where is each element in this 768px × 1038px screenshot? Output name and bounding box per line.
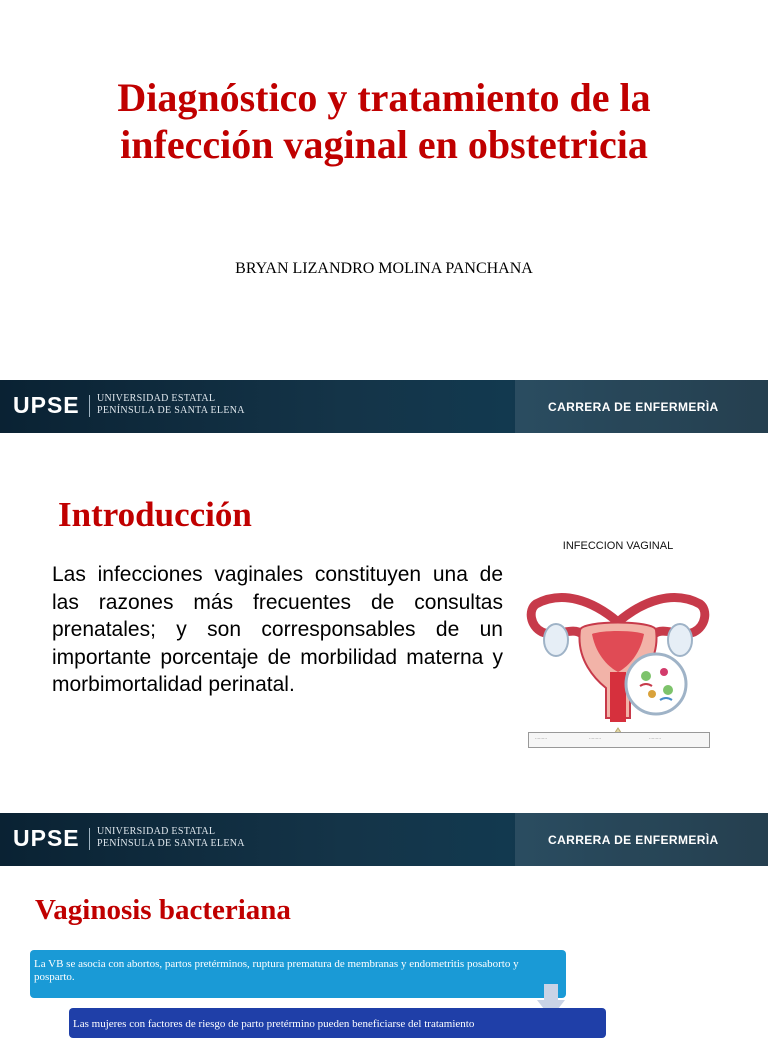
university-name [97,393,245,417]
legend-item: ········· [649,736,661,741]
university-line-2: PENÍNSULA DE SANTA ELENA [97,838,245,849]
university-line-1: UNIVERSIDAD ESTATAL [97,826,216,837]
info-box-primary [30,950,566,998]
info-box-primary-text: La VB se asocia con abortos, partos pretérminos, ruptura prematura de membranas y endometritis posaborto y posparto. [34,958,519,983]
uterus-infection-illustration-icon [522,560,714,750]
banner-divider [89,828,90,850]
banner-divider [89,395,90,417]
bacterial-vaginosis-heading: Vaginosis bacteriana [35,894,291,926]
upse-logo: UPSE [13,392,80,418]
title-slide [0,0,768,380]
info-box-secondary [69,1008,606,1038]
vaginal-infection-figure [522,536,714,756]
upse-logo: UPSE [13,825,80,851]
university-line-2: PENÍNSULA DE SANTA ELENA [97,405,245,416]
figure-legend [528,732,710,748]
university-name [97,826,245,850]
university-banner [0,380,768,433]
legend-item: ········· [589,736,601,741]
author-name: BRYAN LIZANDRO MOLINA PANCHANA [235,260,533,277]
info-box-secondary-text: Las mujeres con factores de riesgo de parto pretérmino pueden beneficiarse del tratamiento [73,1018,475,1030]
bacterial-vaginosis-slide [0,866,768,1030]
university-banner [0,813,768,866]
introduction-slide [0,433,768,813]
university-line-1: UNIVERSIDAD ESTATAL [97,393,216,404]
career-label: CARRERA DE ENFERMERÌA [548,833,719,847]
presentation-title: Diagnóstico y tratamiento de la infección vaginal en obstetricia [117,75,651,167]
introduction-text: Las infecciones vaginales constituyen una de las razones más frecuentes de consultas prenatales; y son corresponsables de un importante porcentaje de morbilidad materna y morbimortalidad perinatal. [52,563,503,696]
career-label: CARRERA DE ENFERMERÌA [548,400,719,414]
figure-caption: INFECCION VAGINAL [562,540,674,552]
legend-item: ········· [535,736,547,741]
introduction-heading: Introducción [58,495,252,534]
